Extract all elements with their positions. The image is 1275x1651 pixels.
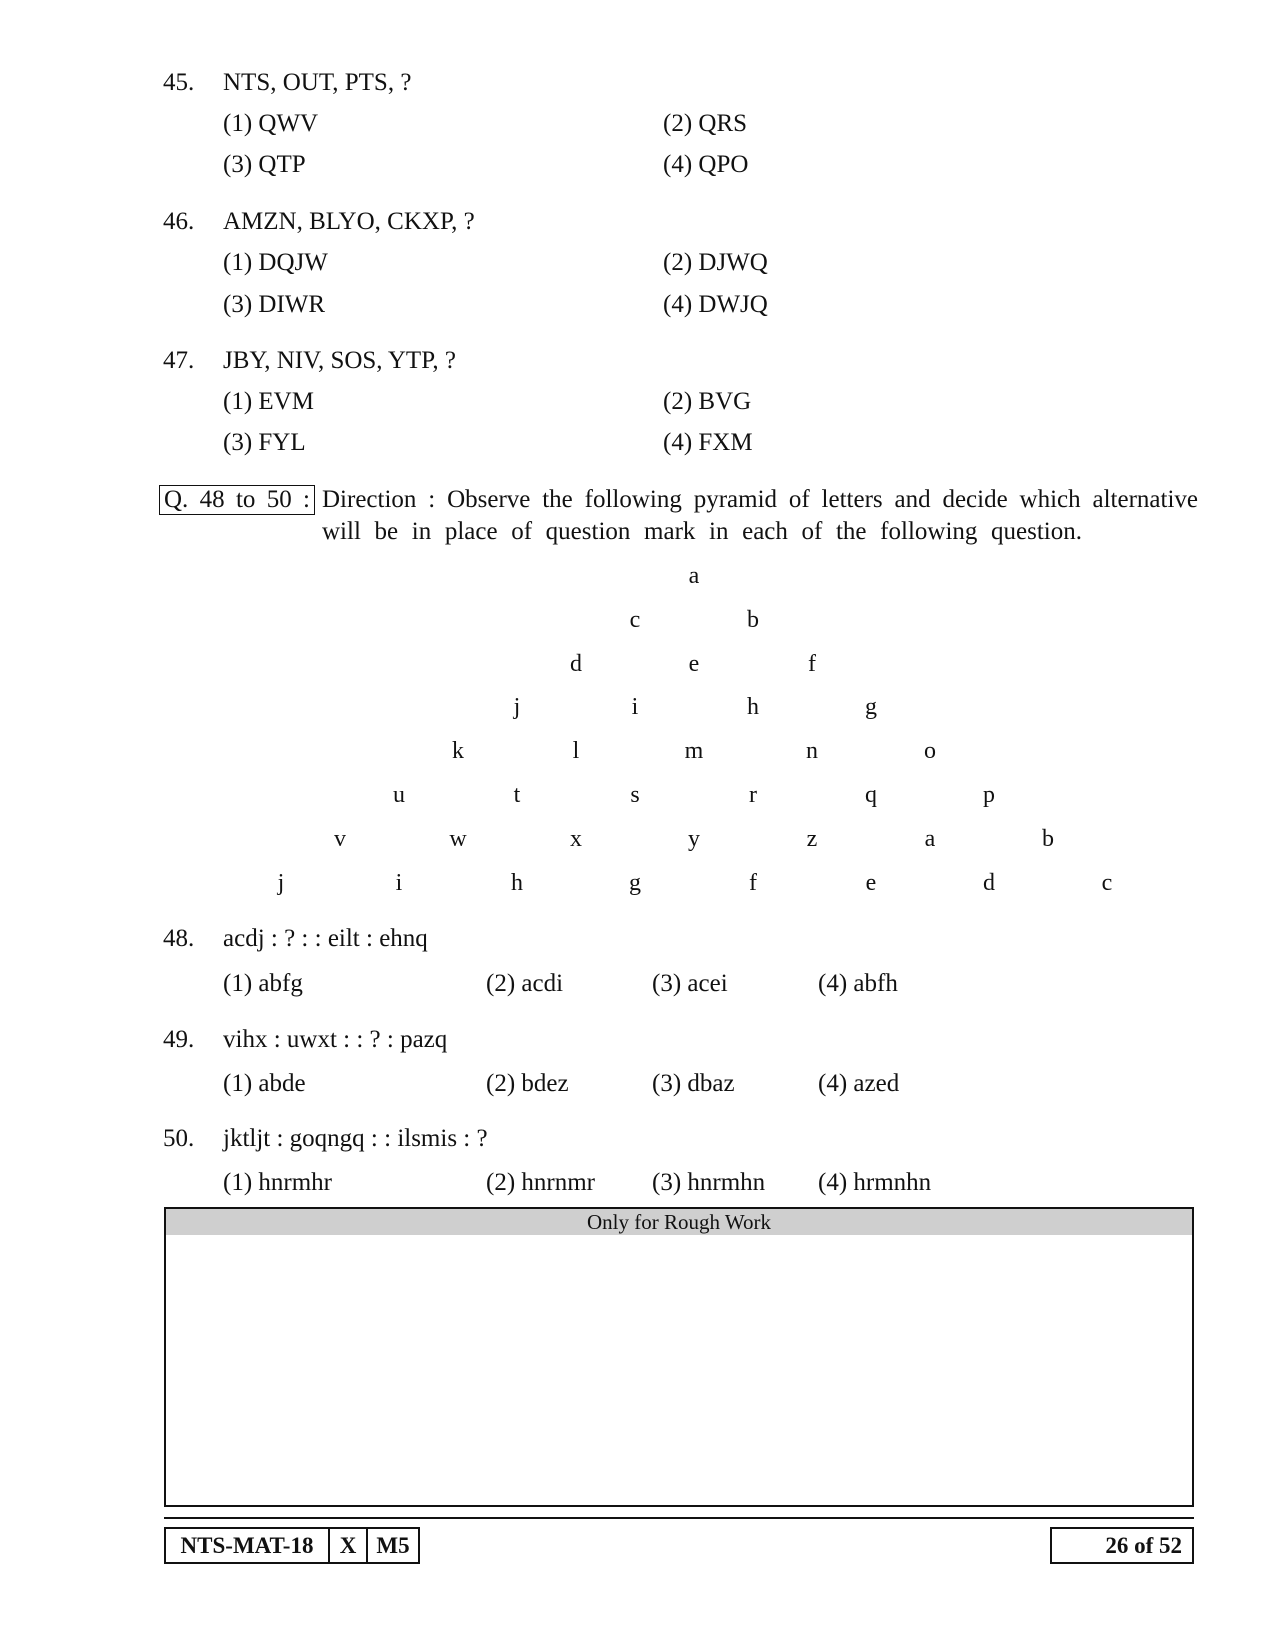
option-3[interactable]: (3) FYL <box>223 429 306 456</box>
pyramid-letter: e <box>865 869 877 896</box>
pyramid-letter: a <box>688 563 700 589</box>
option-1[interactable]: (1) hnrmhr <box>223 1169 332 1196</box>
pyramid-letter: t <box>513 782 521 808</box>
option-3[interactable]: (3) dbaz <box>652 1070 735 1097</box>
pyramid-letter: v <box>334 825 346 852</box>
pyramid-letter: l <box>572 738 580 765</box>
pyramid-letter: j <box>277 869 285 896</box>
option-4[interactable]: (4) hrmnhn <box>818 1169 932 1196</box>
option-3[interactable]: (3) QTP <box>223 151 306 178</box>
footer-page-number: 26 of 52 <box>1050 1527 1194 1564</box>
pyramid-letter: c <box>1101 869 1113 896</box>
pyramid-letter: y <box>688 825 700 852</box>
option-4[interactable]: (4) DWJQ <box>663 291 768 318</box>
option-3[interactable]: (3) acei <box>652 970 728 997</box>
option-2[interactable]: (2) hnrnmr <box>486 1169 595 1196</box>
rough-work-area <box>164 1207 1194 1507</box>
option-1[interactable]: (1) abfg <box>223 970 303 997</box>
pyramid-letter: d <box>983 869 995 896</box>
pyramid-letter: j <box>513 694 521 721</box>
option-2[interactable]: (2) acdi <box>486 970 564 997</box>
footer-class: X <box>328 1527 368 1564</box>
question-text: acdj : ? : : eilt : ehnq <box>223 925 428 952</box>
question-number: 50. <box>163 1125 195 1152</box>
option-4[interactable]: (4) QPO <box>663 151 749 178</box>
question-number: 47. <box>163 347 195 374</box>
footer-set: M5 <box>366 1527 420 1564</box>
option-4[interactable]: (4) abfh <box>818 970 898 997</box>
option-1[interactable]: (1) DQJW <box>223 249 328 276</box>
option-1[interactable]: (1) abde <box>223 1070 306 1097</box>
pyramid-letter: f <box>749 869 757 896</box>
question-text: vihx : uwxt : : ? : pazq <box>223 1026 448 1053</box>
option-1[interactable]: (1) QWV <box>223 110 319 137</box>
pyramid-letter: o <box>924 738 936 765</box>
pyramid-letter: i <box>631 694 639 721</box>
pyramid-letter: u <box>393 782 405 808</box>
option-2[interactable]: (2) bdez <box>486 1070 569 1097</box>
pyramid-letter: q <box>865 782 877 808</box>
question-text: JBY, NIV, SOS, YTP, ? <box>223 347 456 374</box>
pyramid-letter: c <box>629 606 641 633</box>
pyramid-letter: w <box>449 825 467 852</box>
question-number: 48. <box>163 925 195 952</box>
pyramid-letter: n <box>806 738 818 765</box>
pyramid-letter: x <box>570 825 582 852</box>
pyramid-letter: g <box>865 694 877 721</box>
pyramid-letter: f <box>808 650 816 677</box>
direction-label: Q. 48 to 50 : <box>159 485 315 515</box>
question-number: 46. <box>163 208 195 235</box>
pyramid-letter: s <box>630 782 640 808</box>
option-3[interactable]: (3) DIWR <box>223 291 326 318</box>
pyramid-letter: i <box>395 869 403 896</box>
pyramid-letter: b <box>747 606 759 633</box>
option-3[interactable]: (3) hnrmhn <box>652 1169 766 1196</box>
option-4[interactable]: (4) azed <box>818 1070 900 1097</box>
footer-rule <box>164 1517 1194 1519</box>
pyramid-letter: m <box>684 738 704 765</box>
footer-exam-code: NTS-MAT-18 <box>164 1527 330 1564</box>
pyramid-letter: e <box>688 650 700 677</box>
pyramid-letter: k <box>452 738 464 765</box>
pyramid-letter: d <box>570 650 582 677</box>
direction-text-line1: Direction : Observe the following pyramid of letters and decide which alternative <box>322 486 1198 513</box>
pyramid-letter: g <box>629 869 641 896</box>
pyramid-letter: h <box>747 694 759 721</box>
pyramid-letter: b <box>1042 825 1054 852</box>
pyramid-letter: h <box>511 869 523 896</box>
option-2[interactable]: (2) DJWQ <box>663 249 768 276</box>
option-2[interactable]: (2) QRS <box>663 110 748 137</box>
direction-text-line2: will be in place of question mark in each of the following question. <box>322 518 1082 545</box>
pyramid-letter: z <box>806 825 818 852</box>
rough-work-title: Only for Rough Work <box>166 1209 1192 1235</box>
question-text: jktljt : goqngq : : ilsmis : ? <box>223 1125 488 1152</box>
question-number: 49. <box>163 1026 195 1053</box>
pyramid-letter: r <box>749 782 757 808</box>
option-2[interactable]: (2) BVG <box>663 388 752 415</box>
option-4[interactable]: (4) FXM <box>663 429 753 456</box>
question-number: 45. <box>163 69 195 96</box>
question-text: NTS, OUT, PTS, ? <box>223 69 412 96</box>
pyramid-letter: p <box>983 782 995 808</box>
question-text: AMZN, BLYO, CKXP, ? <box>223 208 475 235</box>
pyramid-letter: a <box>924 825 936 852</box>
option-1[interactable]: (1) EVM <box>223 388 314 415</box>
